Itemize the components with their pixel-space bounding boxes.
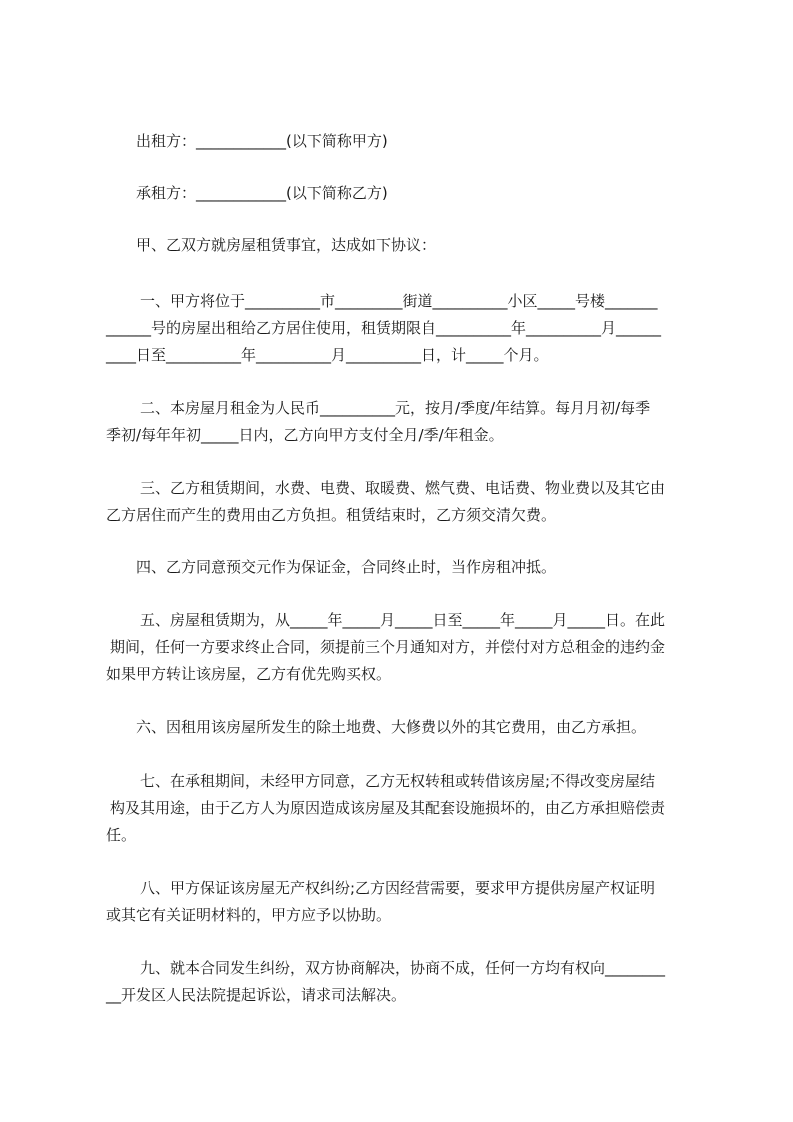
clause-line: 二、本房屋月租金为人民币__________元，按月/季度/年结算。每月月初/每季: [140, 399, 651, 417]
clause-line: 季初/每年年初_____日内，乙方向甲方支付全月/季/年租金。: [106, 426, 504, 444]
clause-line: 一、甲方将位于__________市_________街道__________小区_____号楼_______: [140, 292, 658, 310]
clause-line: 七、在承租期间，未经甲方同意，乙方无权转租或转借该房屋;不得改变房屋结: [140, 772, 656, 790]
intro-line: 甲、乙双方就房屋租赁事宜，达成如下协议：: [136, 236, 437, 254]
clause-line: ____日至__________年__________月__________日，计_____个月。: [106, 346, 549, 364]
clause-line: 构及其用途，由于乙方人为原因造成该房屋及其配套设施损坏的，由乙方承担赔偿责: [110, 799, 666, 817]
clause-line: 三、乙方租赁期间，水费、电费、取暖费、燃气费、电话费、物业费以及其它由: [140, 479, 666, 497]
lessor-line: 出租方：____________(以下简称甲方): [136, 132, 388, 150]
clause-line: 六、因租用该房屋所发生的除土地费、大修费以外的其它费用，由乙方承担。: [136, 718, 647, 736]
clause-line: 九、就本合同发生纠纷，双方协商解决，协商不成，任何一方均有权向________: [140, 959, 666, 977]
clause-line: __开发区人民法院提起诉讼，请求司法解决。: [106, 986, 407, 1004]
clause-line: 如果甲方转让该房屋，乙方有优先购买权。: [106, 665, 392, 683]
lessee-line: 承租方：____________(以下简称乙方): [136, 184, 388, 202]
clause-line: 期间，任何一方要求终止合同，须提前三个月通知对方，并偿付对方总租金的违约金: [110, 638, 666, 656]
clause-line: 乙方居住而产生的费用由乙方负担。租赁结束时，乙方须交清欠费。: [106, 506, 557, 524]
clause-line: 五、房屋租赁期为，从_____年_____月_____日至_____年_____月_____日。在此: [140, 611, 666, 629]
clause-line: 八、甲方保证该房屋无产权纠纷;乙方因经营需要，要求甲方提供房屋产权证明: [140, 879, 656, 897]
clause-line: 任。: [106, 826, 137, 844]
clause-line: 或其它有关证明材料的，甲方应予以协助。: [106, 906, 392, 924]
clause-line: ______号的房屋出租给乙方居住使用，租赁期限自__________年__________月______: [106, 319, 662, 337]
clause-line: 四、乙方同意预交元作为保证金，合同终止时，当作房租冲抵。: [136, 558, 557, 576]
